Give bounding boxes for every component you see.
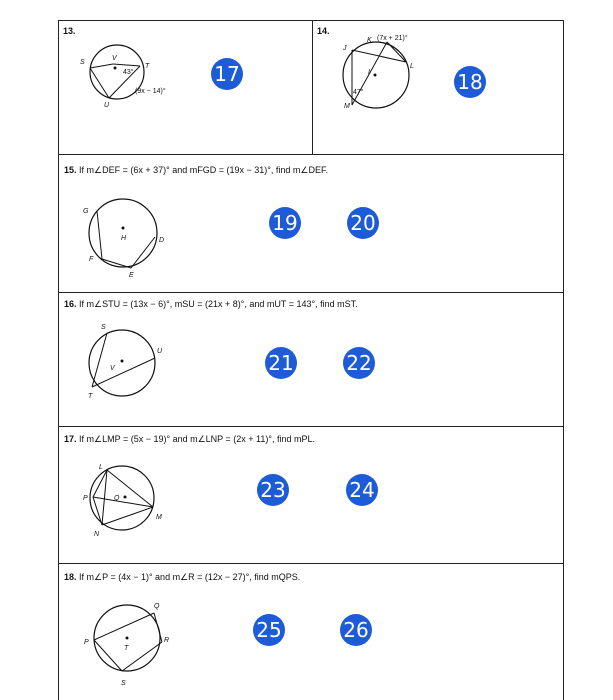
p17-label-N: N [94,531,100,538]
p13-arc-label: (9x − 14)° [135,88,166,95]
p15-label-E: E [129,272,134,279]
p14-label-J: J [343,45,347,52]
p14-label-I: I [368,69,370,76]
p16-label-S: S [101,324,106,331]
problem-13-diagram [70,40,180,115]
problem-18-number: 18. [64,572,77,582]
row4-bottom-border [58,563,564,564]
problem-18-diagram [80,598,180,688]
p13-label-S: S [80,59,85,66]
answer-badge-21[interactable]: 21 [265,347,297,379]
problem-15-statement [64,165,328,176]
p18-label-P: P [84,639,89,646]
problem-14-number: 14. [317,26,330,36]
p17-label-Q: Q [114,495,120,502]
problem-16-statement [64,299,358,310]
p18-label-R: R [164,637,170,644]
problem-14-diagram [330,30,430,115]
p17-label-M: M [156,514,162,521]
answer-badge-20[interactable]: 20 [347,207,379,239]
p15-label-G: G [83,208,89,215]
p14-label-M: M [344,103,350,110]
answer-badge-26[interactable]: 26 [340,614,372,646]
row1-bottom-border [58,154,564,155]
row3-bottom-border [58,426,564,427]
p14-angle-label: 47° [353,89,364,96]
answer-badge-25[interactable]: 25 [253,614,285,646]
answer-badge-23[interactable]: 23 [257,474,289,506]
problem-16-text: If m∠STU = (13x − 6)°, mSU = (21x + 8)°, and mUT = 143°, find mST. [79,299,358,309]
problem-15-diagram [75,195,175,280]
p13-label-T: T [145,63,150,70]
p14-arc-label: (7x + 21)° [377,35,408,42]
outer-right-border [563,20,564,700]
problem-17-number: 17. [64,434,77,444]
problem-16-number: 16. [64,299,77,309]
problem-18-statement [64,572,300,583]
answer-badge-22[interactable]: 22 [343,347,375,379]
problem-13-number: 13. [63,26,76,36]
problem-17-text: If m∠LMP = (5x − 19)° and m∠LNP = (2x + 11)°, find mPL. [79,434,315,444]
top-border [58,20,564,21]
p17-label-P: P [83,495,88,502]
answer-badge-19[interactable]: 19 [269,207,301,239]
problem-17-statement [64,434,315,445]
p18-label-T: T [124,645,129,652]
p18-label-S: S [121,680,126,687]
p15-label-H: H [121,235,127,242]
problem-16-diagram [80,320,180,405]
p13-angle-label: 43° [123,69,134,76]
p15-label-F: F [89,256,94,263]
outer-left-border [58,20,59,700]
p14-label-K: K [367,37,372,44]
answer-badge-17[interactable]: 17 [211,58,243,90]
p17-label-L: L [99,464,103,471]
p13-label-V: V [112,55,117,62]
p16-label-U: U [157,348,163,355]
problem-15-number: 15. [64,165,77,175]
p14-label-L: L [410,63,414,70]
answer-badge-18[interactable]: 18 [454,66,486,98]
p15-label-D: D [159,237,165,244]
row2-bottom-border [58,292,564,293]
answer-badge-24[interactable]: 24 [346,474,378,506]
row1-divider [312,20,313,154]
p16-label-T: T [88,393,93,400]
p13-label-U: U [104,102,110,109]
p16-label-V: V [110,365,115,372]
problem-18-text: If m∠P = (4x − 1)° and m∠R = (12x − 27)°, find mQPS. [79,572,301,582]
p18-label-Q: Q [154,603,160,610]
problem-17-diagram [80,460,180,540]
problem-15-text: If m∠DEF = (6x + 37)° and mFGD = (19x − 31)°, find m∠DEF. [79,165,328,175]
